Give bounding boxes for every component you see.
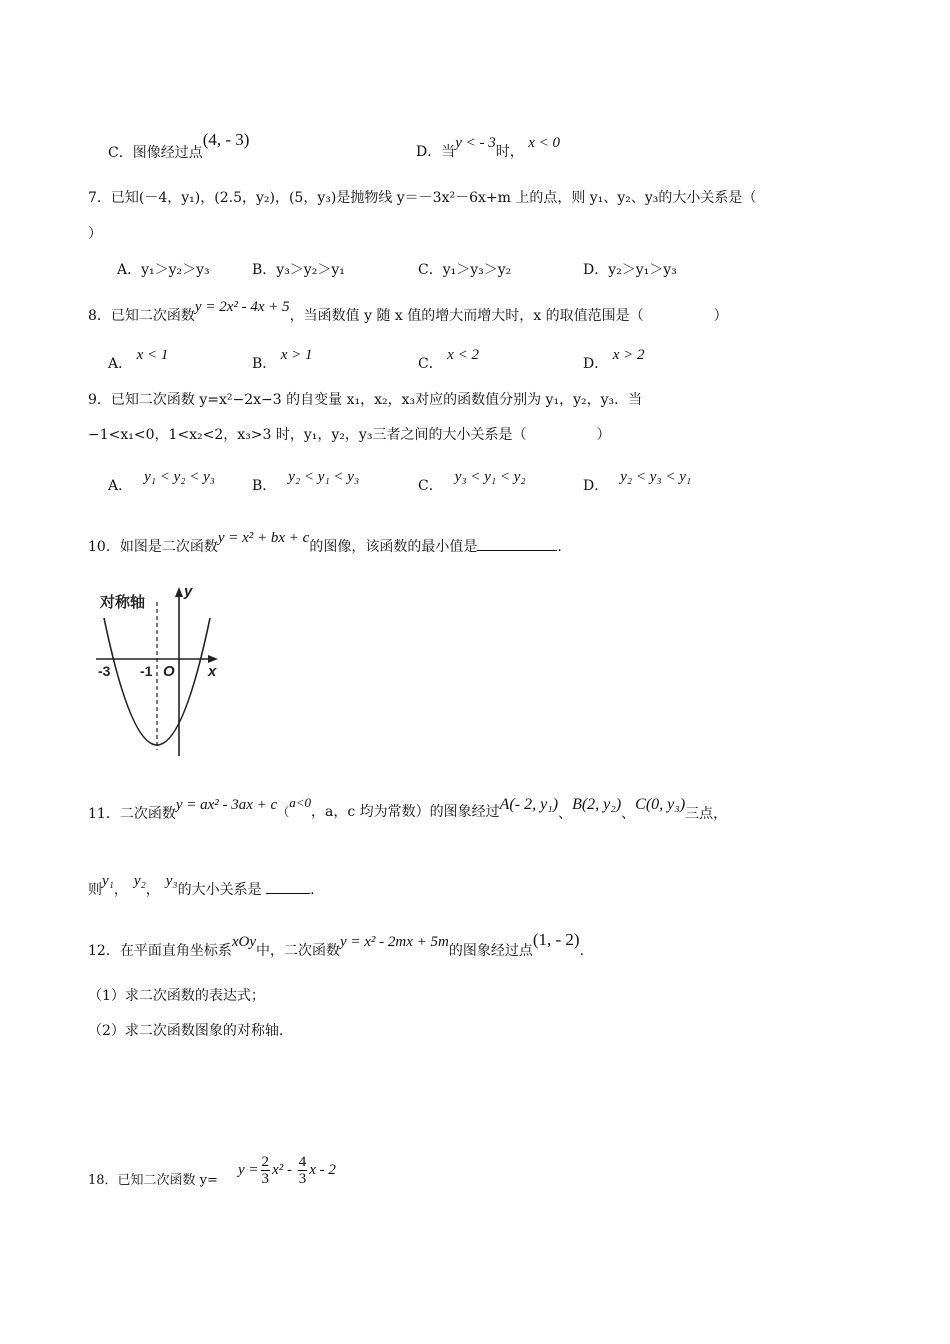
q11-sep2: 、 bbox=[621, 806, 636, 822]
q11-line2-end: . bbox=[310, 882, 315, 898]
q6-option-d-mid: 时， bbox=[495, 144, 524, 160]
q9-option-a-math: y₁ < y₂ < y₃ bbox=[144, 469, 215, 485]
q6-option-d-prefix: D．当 bbox=[416, 144, 456, 160]
q9-option-c-math: y₃ < y₁ < y₂ bbox=[454, 469, 526, 485]
q9-option-d-label: D． bbox=[583, 478, 609, 494]
q9-option-b-math: y₂ < y₁ < y₃ bbox=[288, 469, 360, 485]
x-axis-label: x bbox=[208, 663, 217, 680]
q8-stem bbox=[88, 299, 728, 326]
q9-text-line2: −1<x₁<0，1<x₂<2，x₃>3 时，y₁，y₂，y₃三者之间的大小关系是（ ） bbox=[88, 427, 611, 443]
q8-option-b-label: B． bbox=[252, 356, 277, 372]
q10-prefix: 10．如图是二次函数 bbox=[88, 539, 218, 555]
q10-math: y = x² + bx + c bbox=[217, 530, 310, 546]
q9-option-d bbox=[583, 469, 692, 496]
q9-option-c bbox=[418, 469, 526, 496]
q18-frac1 bbox=[261, 1154, 271, 1187]
q8-option-a-math: x < 1 bbox=[136, 347, 169, 363]
q11-stem bbox=[88, 795, 728, 824]
q6-option-d-math1: y < - 3 bbox=[455, 135, 496, 151]
q11-point-c: C(0, y₃) bbox=[635, 796, 686, 813]
q8-option-b bbox=[252, 347, 313, 374]
q11-line2-suffix: 的大小关系是 bbox=[177, 882, 262, 898]
q8-option-d-label: D． bbox=[583, 356, 609, 372]
q11-condition-math: a<0 bbox=[289, 795, 311, 810]
q6-option-c bbox=[108, 130, 250, 163]
q7-option-c: C．y₁＞y₃＞y₂ bbox=[418, 262, 512, 278]
q11-math: y = ax² - 3ax + c bbox=[175, 797, 278, 813]
tick-label-minus1: -1 bbox=[140, 663, 153, 679]
q18-frac2-num: 4 bbox=[298, 1154, 307, 1170]
q12-end: . bbox=[579, 943, 585, 959]
q11-y3: y₃ bbox=[165, 873, 178, 889]
symmetry-axis-label: 对称轴 bbox=[100, 594, 146, 611]
q11-answer-blank[interactable] bbox=[266, 879, 310, 894]
q8-option-a-label: A． bbox=[108, 356, 133, 372]
q8-option-d bbox=[583, 347, 645, 374]
x-axis-arrow bbox=[208, 655, 218, 663]
q10-stem bbox=[88, 530, 562, 557]
q11-point-b: B(2, y₂) bbox=[572, 796, 622, 813]
q12-math: y = x² - 2mx + 5m bbox=[339, 934, 449, 950]
q8-prefix: 8．已知二次函数 bbox=[88, 308, 195, 324]
q9-option-c-label: C． bbox=[418, 478, 443, 494]
q9-option-a-label: A． bbox=[108, 478, 133, 494]
q11-y2: y₂ bbox=[133, 873, 146, 889]
q8-option-c-label: C． bbox=[418, 356, 443, 372]
y-axis-arrow bbox=[175, 587, 183, 597]
q6-option-c-text: C．图像经过点 bbox=[108, 145, 203, 161]
q12-coord-math: xOy bbox=[231, 934, 256, 950]
q11-line2-prefix: 则 bbox=[88, 882, 102, 898]
q10-end: . bbox=[557, 539, 562, 555]
q8-option-b-math: x > 1 bbox=[280, 347, 313, 363]
q18-lhs: y = bbox=[238, 1162, 259, 1178]
q12-sub1: （1）求二次函数的表达式； bbox=[88, 988, 265, 1004]
q12-mid: 中，二次函数 bbox=[255, 943, 340, 959]
q9-text-line1: 9．已知二次函数 y=x²−2x−3 的自变量 x₁，x₂，x₃对应的函数值分别为 y₁，y₂，y₃．当 bbox=[88, 392, 643, 408]
q7-option-d: D．y₂＞y₁＞y₃ bbox=[583, 262, 677, 278]
q18-prefix: 18．已知二次函数 y= bbox=[88, 1173, 218, 1188]
q8-option-a bbox=[108, 347, 169, 374]
q18-math bbox=[238, 1154, 336, 1187]
q6-option-c-math: (4, - 3) bbox=[202, 130, 250, 149]
tick-label-minus3: -3 bbox=[98, 663, 111, 679]
q11-condition: （a<0，a，c 均为常数）的图象经过 bbox=[277, 795, 500, 820]
q18-frac2-den: 3 bbox=[298, 1171, 307, 1187]
q8-math: y = 2x² - 4x + 5 bbox=[194, 299, 290, 315]
q9-option-b bbox=[252, 469, 360, 496]
q12-sub2: （2）求二次函数图象的对称轴. bbox=[88, 1023, 284, 1039]
q11-sep1: 、 bbox=[558, 806, 573, 822]
q9-option-d-math: y₂ < y₃ < y₁ bbox=[620, 469, 692, 485]
q11-end: 三点， bbox=[685, 806, 728, 822]
q12-prefix: 12．在平面直角坐标系 bbox=[88, 943, 232, 959]
q6-option-d bbox=[416, 135, 560, 162]
q8-suffix: ，当函数值 y 随 x 值的增大而增大时，x 的取值范围是（ ） bbox=[289, 308, 728, 324]
q6-option-d-math2: x < 0 bbox=[528, 135, 560, 151]
q7-text-line2: ） bbox=[88, 226, 102, 242]
q11-y1: y₁ bbox=[102, 873, 114, 889]
q7-option-a: A．y₁＞y₂＞y₃ bbox=[117, 262, 210, 278]
y-axis-label: y bbox=[184, 583, 193, 600]
q12-stem bbox=[88, 930, 585, 961]
q11-point-a: A(- 2, y₁) bbox=[499, 796, 559, 813]
q18-term2: x - 2 bbox=[309, 1162, 336, 1178]
q9-option-a bbox=[108, 469, 215, 496]
q7-option-b: B．y₃＞y₂＞y₁ bbox=[252, 262, 345, 278]
q12-point: (1, - 2) bbox=[532, 930, 580, 949]
q8-option-c bbox=[418, 347, 479, 374]
q9-option-b-label: B． bbox=[252, 478, 277, 494]
q10-answer-blank[interactable] bbox=[477, 536, 557, 551]
q11-condition-text: ，a，c 均为常数）的图象经过 bbox=[311, 804, 500, 820]
q10-suffix: 的图像，该函数的最小值是 bbox=[309, 539, 478, 555]
q18-frac1-num: 2 bbox=[261, 1154, 270, 1170]
q18-minus: - bbox=[283, 1162, 296, 1178]
q7-text-line1: 7．已知(－4，y₁)，(2.5，y₂)，(5，y₃)是抛物线 y＝－3x²－6x+m 上的点，则 y₁、y₂、y₃的大小关系是（ bbox=[88, 190, 757, 206]
q10-parabola-figure bbox=[92, 580, 232, 760]
q8-option-d-math: x > 2 bbox=[612, 347, 645, 363]
q12-suffix: 的图象经过点 bbox=[448, 943, 533, 959]
q18-stem bbox=[88, 1170, 218, 1191]
q11-line2: 则y₁，y₂，y₃的大小关系是 . bbox=[88, 873, 315, 898]
origin-label: O bbox=[163, 663, 175, 680]
q8-option-c-math: x < 2 bbox=[447, 347, 479, 363]
q18-frac2 bbox=[298, 1154, 308, 1187]
q18-frac1-den: 3 bbox=[261, 1171, 270, 1187]
q11-prefix: 11．二次函数 bbox=[88, 806, 176, 822]
q18-term1: x² bbox=[272, 1162, 284, 1178]
